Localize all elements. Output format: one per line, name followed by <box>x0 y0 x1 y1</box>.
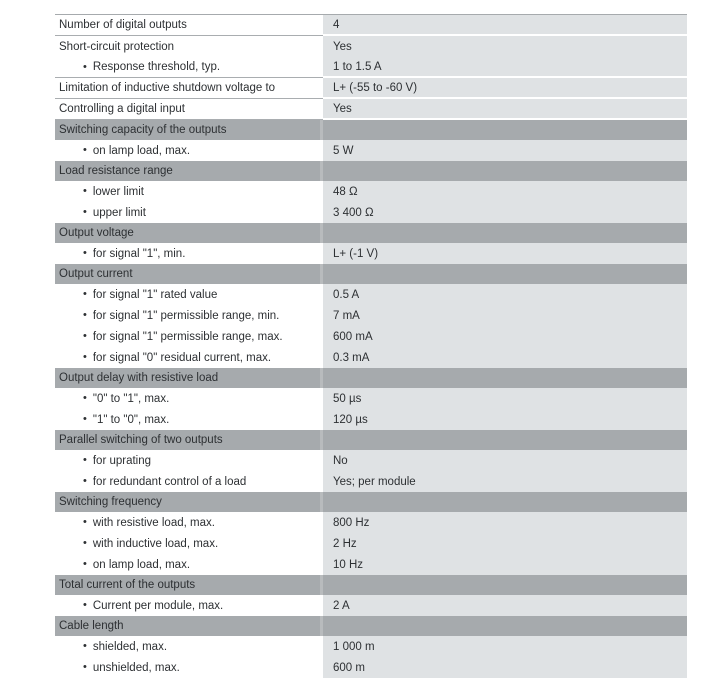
section-header-row <box>55 223 687 243</box>
spec-label-cell <box>55 533 320 554</box>
bullet-icon: • <box>83 247 87 259</box>
spec-label: unshielded, max. <box>92 661 180 674</box>
spec-value: 0.5 A <box>333 288 360 301</box>
spec-value-cell <box>323 554 687 575</box>
section-header-row <box>55 120 687 140</box>
spec-label: for signal "1" permissible range, max. <box>92 330 283 343</box>
spec-label: Response threshold, typ. <box>92 61 221 73</box>
spec-table <box>55 14 687 678</box>
bullet-icon: • <box>83 288 87 300</box>
spec-label: with resistive load, max. <box>92 516 215 529</box>
spec-value-cell <box>323 99 687 120</box>
spec-label: on lamp load, max. <box>92 558 191 571</box>
spec-row <box>55 181 687 202</box>
section-header-value-cell <box>323 120 687 140</box>
spec-row <box>55 15 687 36</box>
spec-label-cell <box>55 15 320 36</box>
spec-label-cell <box>55 636 320 657</box>
section-header-label-cell <box>55 616 320 636</box>
section-header-row <box>55 492 687 512</box>
spec-label: Current per module, max. <box>92 599 224 612</box>
bullet-icon: • <box>83 185 87 197</box>
bullet-icon: • <box>83 392 87 404</box>
spec-row <box>55 202 687 223</box>
spec-value-cell <box>323 140 687 161</box>
spec-label-cell <box>55 140 320 161</box>
spec-label-cell <box>55 657 320 678</box>
spec-label-cell <box>55 471 320 492</box>
bullet-icon: • <box>83 599 87 611</box>
spec-row <box>55 595 687 616</box>
section-header-label-cell <box>55 368 320 388</box>
spec-label: for signal "1" permissible range, min. <box>92 309 280 322</box>
section-header-row <box>55 575 687 595</box>
spec-value: Yes <box>333 40 352 53</box>
bullet-icon: • <box>83 537 87 549</box>
spec-label: lower limit <box>92 185 144 198</box>
spec-label-cell <box>55 36 320 57</box>
spec-label-cell <box>55 512 320 533</box>
spec-value-cell <box>323 657 687 678</box>
spec-value: 2 Hz <box>333 537 357 550</box>
spec-value-cell <box>323 595 687 616</box>
spec-row <box>55 388 687 409</box>
spec-value: 1 000 m <box>333 640 375 653</box>
spec-value: 4 <box>333 18 340 31</box>
spec-label-cell <box>55 347 320 368</box>
spec-value-cell <box>323 57 687 78</box>
section-header-value-cell <box>323 368 687 388</box>
spec-label-cell <box>55 388 320 409</box>
spec-row <box>55 36 687 57</box>
section-header-text: Output voltage <box>59 227 134 239</box>
section-header-row <box>55 430 687 450</box>
spec-label: on lamp load, max. <box>92 144 191 157</box>
spec-row <box>55 471 687 492</box>
spec-value: 48 Ω <box>333 185 358 198</box>
spec-row <box>55 243 687 264</box>
spec-value-cell <box>323 388 687 409</box>
spec-value-cell <box>323 243 687 264</box>
section-header-text: Load resistance range <box>59 165 173 177</box>
section-header-label-cell <box>55 161 320 181</box>
spec-row <box>55 533 687 554</box>
section-header-row <box>55 616 687 636</box>
section-header-text: Output delay with resistive load <box>59 372 219 384</box>
spec-value: 10 Hz <box>333 558 364 571</box>
spec-value-cell <box>323 305 687 326</box>
spec-value: 5 W <box>333 144 354 157</box>
spec-label: for signal "1", min. <box>92 247 186 260</box>
section-header-text: Switching frequency <box>59 496 162 508</box>
bullet-icon: • <box>83 413 87 425</box>
spec-row <box>55 99 687 120</box>
spec-label: for signal "0" residual current, max. <box>92 351 272 364</box>
spec-value-cell <box>323 15 687 36</box>
section-header-label-cell <box>55 264 320 284</box>
spec-value-cell <box>323 409 687 430</box>
spec-label: "0" to "1", max. <box>92 392 170 405</box>
spec-row <box>55 57 687 78</box>
section-header-text: Total current of the outputs <box>59 579 196 591</box>
spec-label-cell <box>55 326 320 347</box>
section-header-text: Parallel switching of two outputs <box>59 434 223 446</box>
spec-value: No <box>333 454 348 467</box>
bullet-icon: • <box>83 309 87 321</box>
section-header-value-cell <box>323 575 687 595</box>
spec-label: Number of digital outputs <box>59 19 187 31</box>
spec-row <box>55 284 687 305</box>
section-header-label-cell <box>55 492 320 512</box>
spec-label-cell <box>55 78 320 99</box>
spec-value-cell <box>323 78 687 99</box>
spec-value-cell <box>323 181 687 202</box>
spec-label: for signal "1" rated value <box>92 288 218 301</box>
spec-value: 1 to 1.5 A <box>333 60 382 73</box>
spec-row <box>55 326 687 347</box>
spec-label: Limitation of inductive shutdown voltage to <box>59 82 276 94</box>
spec-label-cell <box>55 595 320 616</box>
spec-row <box>55 305 687 326</box>
spec-value: 120 µs <box>333 413 368 426</box>
spec-label: for redundant control of a load <box>92 475 247 488</box>
spec-value-cell <box>323 512 687 533</box>
spec-value: 600 m <box>333 661 365 674</box>
spec-value: 600 mA <box>333 330 373 343</box>
section-header-label-cell <box>55 223 320 243</box>
section-header-label-cell <box>55 120 320 140</box>
spec-row <box>55 554 687 575</box>
spec-row <box>55 347 687 368</box>
spec-value-cell <box>323 284 687 305</box>
bullet-icon: • <box>83 330 87 342</box>
spec-value-cell <box>323 326 687 347</box>
spec-row <box>55 409 687 430</box>
section-header-value-cell <box>323 161 687 181</box>
bullet-icon: • <box>83 144 87 156</box>
spec-value: Yes <box>333 102 352 115</box>
spec-label-cell <box>55 305 320 326</box>
bullet-icon: • <box>83 558 87 570</box>
spec-value-cell <box>323 533 687 554</box>
spec-value: 0.3 mA <box>333 351 370 364</box>
spec-label: upper limit <box>92 206 146 219</box>
spec-label-cell <box>55 243 320 264</box>
spec-label: shielded, max. <box>92 640 168 653</box>
spec-label: for uprating <box>92 454 152 467</box>
bullet-icon: • <box>83 454 87 466</box>
spec-value: 3 400 Ω <box>333 206 374 219</box>
spec-row <box>55 512 687 533</box>
spec-label-cell <box>55 202 320 223</box>
spec-value: 800 Hz <box>333 516 370 529</box>
spec-value: 50 µs <box>333 392 362 405</box>
section-header-value-cell <box>323 223 687 243</box>
spec-label-cell <box>55 57 320 78</box>
bullet-icon: • <box>83 475 87 487</box>
spec-value-cell <box>323 471 687 492</box>
spec-row <box>55 140 687 161</box>
spec-value: 7 mA <box>333 309 360 322</box>
section-header-text: Output current <box>59 268 133 280</box>
spec-value-cell <box>323 36 687 57</box>
spec-row <box>55 657 687 678</box>
spec-value-cell <box>323 347 687 368</box>
section-header-label-cell <box>55 430 320 450</box>
spec-value-cell <box>323 450 687 471</box>
spec-value-cell <box>323 202 687 223</box>
section-header-row <box>55 368 687 388</box>
bullet-icon: • <box>83 351 87 363</box>
spec-label-cell <box>55 99 320 120</box>
bullet-icon: • <box>83 516 87 528</box>
section-header-label-cell <box>55 575 320 595</box>
spec-label-cell <box>55 284 320 305</box>
spec-label-cell <box>55 450 320 471</box>
section-header-value-cell <box>323 264 687 284</box>
spec-label: "1" to "0", max. <box>92 413 170 426</box>
spec-value: Yes; per module <box>333 475 416 488</box>
spec-row <box>55 636 687 657</box>
spec-value: 2 A <box>333 599 350 612</box>
bullet-icon: • <box>83 60 87 73</box>
section-header-row <box>55 161 687 181</box>
spec-label: Short-circuit protection <box>59 40 175 53</box>
section-header-value-cell <box>323 430 687 450</box>
spec-row <box>55 450 687 471</box>
bullet-icon: • <box>83 640 87 652</box>
spec-value: L+ (-1 V) <box>333 247 379 260</box>
spec-label-cell <box>55 181 320 202</box>
bullet-icon: • <box>83 661 87 673</box>
section-header-text: Cable length <box>59 620 124 632</box>
bullet-icon: • <box>83 206 87 218</box>
spec-label: Controlling a digital input <box>59 103 185 115</box>
section-header-row <box>55 264 687 284</box>
spec-value-cell <box>323 636 687 657</box>
section-header-value-cell <box>323 616 687 636</box>
spec-row <box>55 78 687 99</box>
spec-label-cell <box>55 409 320 430</box>
section-header-text: Switching capacity of the outputs <box>59 124 227 136</box>
spec-label-cell <box>55 554 320 575</box>
spec-value: L+ (-55 to -60 V) <box>333 81 418 94</box>
section-header-value-cell <box>323 492 687 512</box>
spec-label: with inductive load, max. <box>92 537 219 550</box>
